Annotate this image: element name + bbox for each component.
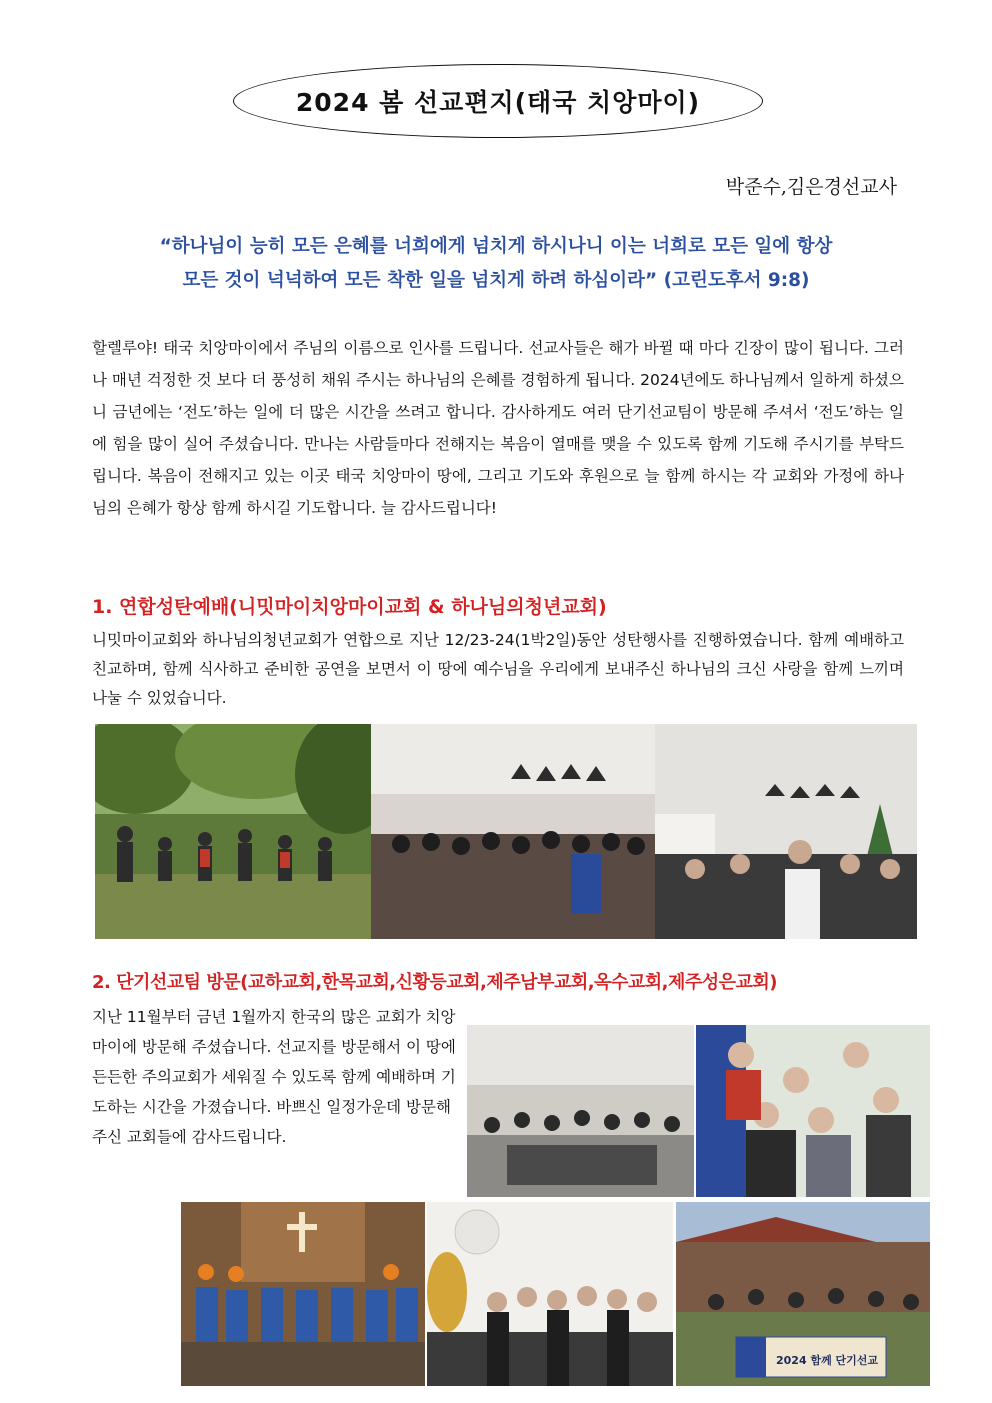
bible-verse (80, 230, 912, 298)
photo-indoor-celebration (371, 724, 655, 939)
photo-church-group (181, 1202, 425, 1386)
section2-body: 지난 11월부터 금년 1월까지 한국의 많은 교회가 치앙마이에 방문해 주셨습니다. 선교지를 방문해서 이 땅에 든든한 주의교회가 세워질 수 있도록 함께 예배하며 기도하는 시간을 가졌습니다. 바쁘신 일정가운데 방문해주신 교회들에 감사드립니다. (92, 1008, 456, 1146)
photo-outdoor-group (95, 724, 371, 939)
photo-indoor-worship (655, 724, 917, 939)
photo-youth-group (427, 1202, 673, 1386)
intro-paragraph: 할렐루야! 태국 치앙마이에서 주님의 이름으로 인사를 드립니다. 선교사들은 해가 바뀔 때 마다 긴장이 많이 됩니다. 그러나 매년 걱정한 것 보다 더 풍성히 채워 주시는 하나님의 은혜를 경험하게 됩니다. 2024년에도 하나님께서 일하게 하셨으니 금년에는 ‘전도’하는 일에 더 많은 시간을 쓰려고 합니다. 감사하게도 여러 단기선교팀이 방문해 주셔서 ‘전도’하는 일에 힘을 많이 실어 주셨습니다. 만나는 사람들마다 전해지는 복음이 열매를 맺을 수 있도록 함께 기도해 주시기를 부탁드립니다. 복음이 전해지고 있는 이곳 태국 치앙마이 땅에, 그리고 기도와 후원으로 늘 함께 하시는 각 교회와 가정에 하나님의 은혜가 항상 함께 하시길 기도합니다. 늘 감사드립니다! (92, 339, 904, 517)
photo-mission-leaders (696, 1025, 930, 1197)
section1-body: 니밋마이교회와 하나님의청년교회가 연합으로 지난 12/23-24(1박2일)동안 성탄행사를 진행하였습니다. 함께 예배하고 친교하며, 함께 식사하고 준비한 공연을 보면서 이 땅에 예수님을 우리에게 보내주신 하나님의 크신 사랑을 함께 느끼며 나눌 수 있었습니다. (92, 631, 904, 707)
photo-mission-team-indoor (467, 1025, 694, 1197)
authors: 박준수,김은경선교사 (725, 176, 897, 198)
photo-banner-group (676, 1202, 930, 1386)
title-oval (233, 64, 763, 138)
page-title: 2024 봄 선교편지(태국 치앙마이) (295, 88, 701, 117)
section2-heading: 2. 단기선교팀 방문(교하교회,한목교회,신황등교회,제주남부교회,옥수교회,제주성은교회) (92, 972, 778, 993)
verse-line-1: “하나님이 능히 모든 은혜를 너희에게 넘치게 하시나니 이는 너희로 모든 일에 항상 (159, 236, 833, 257)
banner-text: 2024 함께 단기선교 (776, 1354, 879, 1367)
verse-line-2: 모든 것이 넉넉하여 모든 착한 일을 넘치게 하려 하심이라” (고린도후서 9:8) (182, 270, 810, 291)
section1-heading: 1. 연합성탄예배(니밋마이치앙마이교회 & 하나님의청년교회) (92, 596, 607, 618)
